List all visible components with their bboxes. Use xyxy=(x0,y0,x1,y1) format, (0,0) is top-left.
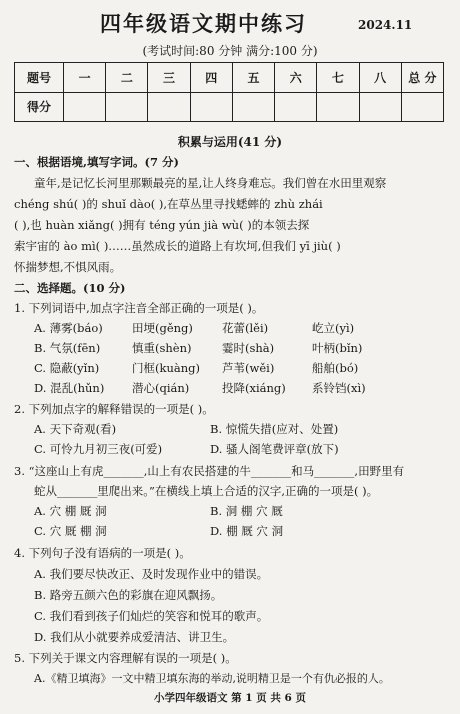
score-header-cell: 二 xyxy=(106,63,148,93)
score-header-cell: 七 xyxy=(317,63,359,93)
q2-title: 二、选择题。(10 分) xyxy=(14,281,126,295)
score-cell xyxy=(401,92,443,122)
q2-3-stem: 蛇从_______里爬出来。”在横线上填上合适的汉字,正确的一项是( )。 xyxy=(34,484,379,498)
q2-1-option: A. 薄雾(báo) xyxy=(34,321,103,335)
q2-3-option: C. 穴 厩 棚 洞 xyxy=(34,524,107,538)
score-cell xyxy=(106,92,148,122)
q2-2-option: D. 骚人阁笔费评章(放下) xyxy=(210,442,339,456)
q2-1-stem: 1. 下列词语中,加点字注音全部正确的一项是( )。 xyxy=(14,301,264,315)
q2-1-option: 门框(kuàng) xyxy=(132,361,200,375)
q2-1-option: 潜心(qián) xyxy=(132,381,190,395)
score-header-cell: 八 xyxy=(359,63,401,93)
q2-1-option: 花蕾(lěi) xyxy=(222,321,269,335)
q2-1-option: 田埂(gěng) xyxy=(132,321,193,335)
q2-3-option: D. 棚 厩 穴 洞 xyxy=(210,524,284,538)
q2-2-option: B. 惊慌失措(应对、处置) xyxy=(210,422,339,436)
q2-1-option: 船舶(bó) xyxy=(312,361,359,375)
q2-4-option: B. 路旁五颜六色的彩旗在迎风飘扬。 xyxy=(34,588,223,602)
q2-4-stem: 4. 下列句子没有语病的一项是( )。 xyxy=(14,546,191,560)
q2-4-option: C. 我们看到孩子们灿烂的笑容和悦耳的歌声。 xyxy=(34,609,269,623)
score-header-cell: 五 xyxy=(232,63,274,93)
score-cell xyxy=(232,92,274,122)
exam-date: 2024.11 xyxy=(358,18,413,32)
score-header-cell: 三 xyxy=(148,63,190,93)
score-cell xyxy=(190,92,232,122)
score-cell xyxy=(317,92,359,122)
q1-line: chéng shú( )的 shuǐ dào( ),在草丛里寻找蟋蟀的 zhù zhái xyxy=(14,197,323,211)
q2-1-option: D. 混乱(hǔn) xyxy=(34,381,105,395)
q2-1-option: 系铃铛(xì) xyxy=(312,381,366,395)
score-header-row xyxy=(15,63,444,93)
q2-1-option: B. 气氛(fēn) xyxy=(34,341,101,355)
q2-1-option: 慎重(shèn) xyxy=(132,341,192,355)
score-table xyxy=(14,62,444,122)
score-cell xyxy=(64,92,106,122)
score-header-cell: 一 xyxy=(64,63,106,93)
score-cell xyxy=(359,92,401,122)
q2-3-option: B. 洞 棚 穴 厩 xyxy=(210,504,283,518)
q2-3-option: A. 穴 棚 厩 洞 xyxy=(34,504,107,518)
q2-1-option: 屹立(yì) xyxy=(312,321,355,335)
q1-line: 怀揣梦想,不惧风雨。 xyxy=(14,260,122,274)
q1-line: 童年,是记忆长河里那颗最亮的星,让人终身难忘。我们曾在水田里观察 xyxy=(34,176,387,190)
q2-4-option: A. 我们要尽快改正、及时发现作业中的错误。 xyxy=(34,567,269,581)
section-title: 积累与运用(41 分) xyxy=(177,135,283,149)
score-row xyxy=(15,92,444,122)
q2-1-option: 投降(xiáng) xyxy=(222,381,286,395)
exam-subtitle: (考试时间:80 分钟 满分:100 分) xyxy=(142,44,318,58)
q2-1-option: 叶柄(bǐn) xyxy=(312,341,363,355)
score-header-cell: 六 xyxy=(275,63,317,93)
score-row-label: 得分 xyxy=(15,92,64,122)
q2-3-stem: 3. “这座山上有虎_______,山上有农民搭建的牛_______和马_______,田野里有 xyxy=(14,464,405,478)
page-title: 四年级语文期中练习 xyxy=(100,11,307,36)
q1-line: ( ),也 huàn xiǎng( )拥有 téng yún jià wù( )的本领去探 xyxy=(14,218,310,232)
q2-1-option: 霎时(shà) xyxy=(222,341,275,355)
q1-title: 一、根据语境,填写字词。(7 分) xyxy=(14,155,179,169)
header xyxy=(0,8,460,38)
score-header-cell: 题号 xyxy=(15,63,64,93)
q2-5-stem: 5. 下列关于课文内容理解有误的一项是( )。 xyxy=(14,651,237,665)
q2-1-option: C. 隐蔽(yǐn) xyxy=(34,361,100,375)
score-header-cell: 四 xyxy=(190,63,232,93)
page-footer: 小学四年级语文 第 1 页 共 6 页 xyxy=(153,692,307,704)
score-cell xyxy=(148,92,190,122)
score-header-cell: 总 分 xyxy=(401,63,443,93)
q2-2-option: C. 可怜九月初三夜(可爱) xyxy=(34,442,163,456)
q1-line: 索宇宙的 ào mì( )……虽然成长的道路上有坎坷,但我们 yī jiù( ) xyxy=(14,239,341,253)
score-cell xyxy=(275,92,317,122)
q2-4-option: D. 我们从小就要养成爱清洁、讲卫生。 xyxy=(34,630,235,644)
q2-2-option: A. 天下奇观(看) xyxy=(34,422,117,436)
q2-2-stem: 2. 下列加点字的解释错误的一项是( )。 xyxy=(14,402,214,416)
q2-5-option: A.《精卫填海》一文中精卫填东海的举动,说明精卫是一个有仇必报的人。 xyxy=(34,672,390,685)
q2-1-option: 芦苇(wěi) xyxy=(222,361,275,375)
